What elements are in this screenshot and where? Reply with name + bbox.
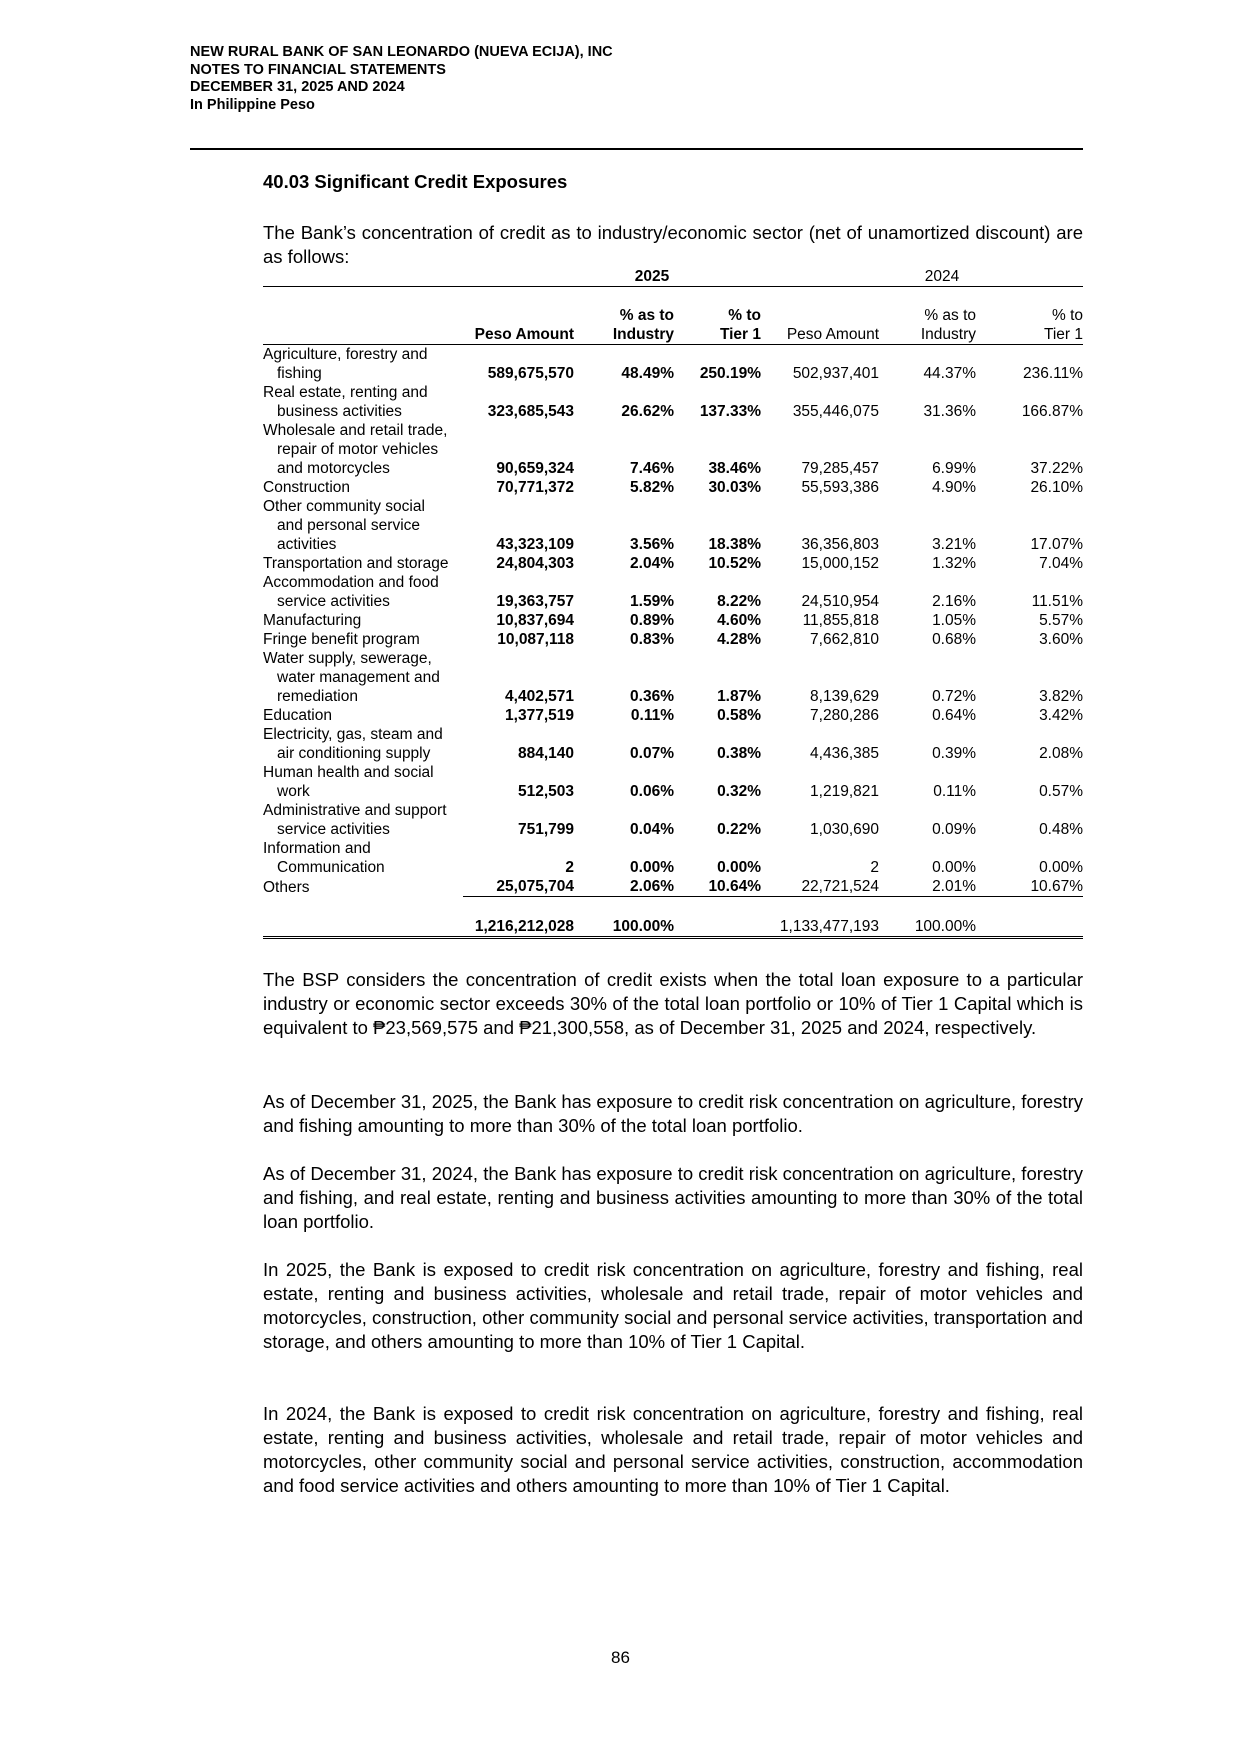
pct-tier1-2024: 0.57%: [1039, 783, 1084, 800]
pct-industry-2025: 0.11%: [630, 707, 674, 724]
pct-tier1-2025: 1.87%: [717, 688, 762, 705]
table-row: [263, 383, 1083, 421]
pct-tier1-2025: 0.58%: [717, 707, 762, 724]
year-2025-header: 2025: [463, 267, 761, 287]
industry-label-line: Wholesale and retail trade,: [263, 422, 448, 439]
industry-label-line: business activities: [277, 403, 402, 420]
industry-label-line: fishing: [277, 365, 322, 382]
year-2024-header: 2024: [761, 267, 1083, 287]
industry-label: [263, 725, 463, 763]
pct-tier1-2025: 0.00%: [717, 859, 762, 876]
peso-amount-2025: 43,323,109: [496, 536, 574, 553]
industry-label: [263, 839, 463, 877]
total-peso-2025: 1,216,212,028: [463, 917, 574, 938]
peso-amount-2025: 1,377,519: [505, 707, 574, 724]
peso-amount-2025: 10,837,694: [496, 612, 574, 629]
pct-tier1-2024: 166.87%: [1021, 403, 1084, 420]
peso-amount-2024: 7,662,810: [810, 631, 880, 648]
section-title: 40.03 Significant Credit Exposures: [263, 171, 568, 192]
pct-industry-2024: 0.64%: [932, 707, 977, 724]
pct-tier1-2025: 38.46%: [708, 460, 762, 477]
pct-industry-2024: 44.37%: [923, 365, 977, 382]
table-row: [263, 877, 1083, 897]
col-industry-2025-line1: % as to: [619, 307, 674, 324]
pct-tier1-2024: 10.67%: [976, 877, 1083, 897]
table-row: [263, 554, 1083, 573]
table-row: [263, 763, 1083, 801]
pct-industry-2024: 0.72%: [932, 688, 977, 705]
peso-amount-2024: 4,436,385: [810, 745, 880, 762]
pct-tier1-2024: 11.51%: [1031, 593, 1084, 610]
table-row: [263, 839, 1083, 877]
industry-label: [263, 383, 463, 421]
peso-amount-2024: 502,937,401: [792, 365, 880, 382]
industry-label-line: Fringe benefit program: [263, 631, 420, 648]
peso-amount-2025: 884,140: [517, 745, 574, 762]
peso-amount-2024: 55,593,386: [801, 479, 880, 496]
industry-label-line: Information and: [263, 840, 371, 857]
pct-tier1-2025: 10.52%: [708, 555, 762, 572]
peso-amount-2025: 90,659,324: [496, 460, 574, 477]
industry-label: [263, 497, 463, 554]
peso-amount-2024: 11,855,818: [802, 612, 880, 629]
industry-label: [263, 649, 463, 706]
pct-tier1-2025: 0.38%: [717, 745, 762, 762]
industry-label-line: Others: [263, 878, 310, 896]
pct-industry-2024: 1.32%: [932, 555, 977, 572]
pct-tier1-2025: 30.03%: [708, 479, 762, 496]
pct-industry-2025: 7.46%: [630, 460, 674, 477]
industry-label-line: Water supply, sewerage,: [263, 650, 432, 667]
industry-label: [263, 706, 463, 725]
industry-label-line: work: [277, 783, 310, 800]
industry-label-line: Manufacturing: [263, 612, 362, 629]
total-tier1-2025: [674, 917, 761, 938]
col-peso-amount-2025: Peso Amount: [474, 326, 574, 343]
col-peso-amount-2024: Peso Amount: [786, 326, 880, 343]
pct-tier1-2025: 0.32%: [717, 783, 762, 800]
col-tier1-2025-line1: % to: [728, 307, 762, 324]
industry-label-line: Communication: [277, 859, 385, 876]
industry-label-line: activities: [277, 536, 337, 553]
industry-label-line: Electricity, gas, steam and: [263, 726, 443, 743]
pct-industry-2024: 2.01%: [879, 877, 976, 897]
industry-label-line: remediation: [277, 688, 358, 705]
pct-tier1-2024: 26.10%: [1030, 479, 1084, 496]
header-company-name: NEW RURAL BANK OF SAN LEONARDO (NUEVA ECIJA), INC: [190, 44, 613, 60]
concentration-2025-paragraph: As of December 31, 2025, the Bank has exposure to credit risk concentration on agriculture, forestry and fishing amounting to more than 30% of the total loan portfolio.: [263, 1091, 1083, 1136]
pct-tier1-2024: 5.57%: [1039, 612, 1084, 629]
pct-industry-2025: 0.83%: [630, 631, 674, 648]
industry-label: [263, 763, 463, 801]
pct-tier1-2025: 4.60%: [717, 612, 762, 629]
header-notes-title: NOTES TO FINANCIAL STATEMENTS: [190, 61, 446, 78]
industry-label-line: Real estate, renting and: [263, 384, 428, 401]
pct-industry-2024: 4.90%: [932, 479, 977, 496]
pct-industry-2024: 3.21%: [932, 536, 977, 553]
peso-amount-2024: 1,219,821: [810, 783, 880, 800]
page-number: 86: [611, 1648, 630, 1667]
industry-label: [263, 630, 463, 649]
industry-label-line: and motorcycles: [277, 460, 390, 477]
pct-industry-2024: 2.16%: [932, 593, 977, 610]
pct-tier1-2024: 3.60%: [1039, 631, 1084, 648]
year-header-row: [263, 267, 1083, 287]
peso-amount-2025: 512,503: [517, 783, 574, 800]
total-row: [263, 917, 1083, 938]
industry-label-line: Education: [263, 707, 332, 724]
header-divider: [190, 148, 1083, 150]
industry-label: [263, 611, 463, 630]
credit-exposure-table-wrap: [263, 267, 1083, 939]
pct-industry-2024: 0.11%: [933, 783, 977, 800]
pct-industry-2025: 0.00%: [630, 859, 674, 876]
col-tier1-2024-line2: Tier 1: [1043, 326, 1084, 343]
pct-tier1-2024: 37.22%: [1030, 460, 1084, 477]
table-row: [263, 725, 1083, 763]
peso-amount-2025: 589,675,570: [487, 365, 574, 382]
total-industry-2025: 100.00%: [574, 917, 674, 938]
peso-amount-2025: 2: [565, 859, 574, 876]
pct-tier1-2025: 4.28%: [717, 631, 762, 648]
peso-amount-2024: 355,446,075: [792, 403, 880, 420]
peso-amount-2025: 10,087,118: [497, 631, 574, 648]
pct-tier1-2025: 0.22%: [717, 821, 762, 838]
pct-industry-2025: 1.59%: [630, 593, 674, 610]
peso-amount-2024: 79,285,457: [801, 460, 880, 477]
industry-label-line: service activities: [277, 593, 390, 610]
pct-tier1-2024: 2.08%: [1039, 745, 1084, 762]
industry-label-line: Administrative and support: [263, 802, 447, 819]
bsp-concentration-paragraph: The BSP considers the concentration of credit exists when the total loan exposure to a particular industry or economic sector exceeds 30% of the total loan portfolio or 10% of Tier 1 Capital which is equivalent to ₱23,569,575 and ₱21,300,558, as of December 31, 2025 and 2024, respectively.: [263, 969, 1083, 1038]
pct-tier1-2025: 8.22%: [717, 593, 762, 610]
pct-industry-2024: 0.39%: [932, 745, 977, 762]
col-tier1-2024-line1: % to: [1052, 307, 1084, 324]
pct-tier1-2025: 18.38%: [708, 536, 762, 553]
industry-label: [263, 877, 463, 897]
pct-industry-2024: 1.05%: [932, 612, 977, 629]
col-industry-2024-line1: % as to: [924, 307, 977, 324]
pct-industry-2025: 0.06%: [630, 783, 674, 800]
pct-tier1-2025: 10.64%: [674, 877, 761, 897]
industry-label-line: water management and: [277, 669, 440, 686]
industry-label: [263, 573, 463, 611]
peso-amount-2024: 36,356,803: [801, 536, 880, 553]
industry-label-line: Construction: [263, 479, 351, 496]
pct-industry-2025: 5.82%: [630, 479, 674, 496]
table-row: [263, 478, 1083, 497]
peso-amount-2025: 751,799: [517, 821, 574, 838]
concentration-2024-paragraph: As of December 31, 2024, the Bank has exposure to credit risk concentration on agriculture, forestry and fishing, and real estate, renting and business activities amounting to more than 30% of the total loan portfolio.: [263, 1163, 1083, 1232]
industry-label: [263, 345, 463, 384]
spacer-row: [263, 897, 1083, 917]
peso-amount-2024: 8,139,629: [810, 688, 880, 705]
intro-paragraph: The Bank’s concentration of credit as to industry/economic sector (net of unamortized discount) are as follows:: [263, 222, 1083, 267]
industry-label: [263, 421, 463, 478]
pct-industry-2025: 0.04%: [630, 821, 674, 838]
credit-exposure-table: [263, 267, 1083, 939]
peso-amount-2024: 2: [870, 859, 880, 876]
pct-industry-2025: 0.07%: [630, 745, 674, 762]
industry-label-line: Transportation and storage: [263, 555, 449, 572]
col-industry-2024-line2: Industry: [920, 326, 977, 343]
peso-amount-2024: 24,510,954: [801, 593, 880, 610]
table-row: [263, 630, 1083, 649]
table-row: [263, 649, 1083, 706]
pct-tier1-2025: 137.33%: [699, 403, 762, 420]
header-period: DECEMBER 31, 2025 AND 2024: [190, 79, 405, 95]
industry-label: [263, 801, 463, 839]
pct-tier1-2025: 250.19%: [699, 365, 762, 382]
total-tier1-2024: [976, 917, 1083, 938]
document-header: [190, 44, 613, 114]
table-row: [263, 345, 1083, 384]
industry-label-line: air conditioning supply: [277, 745, 431, 762]
peso-amount-2025: 4,402,571: [505, 688, 574, 705]
table-row: [263, 706, 1083, 725]
pct-industry-2025: 2.04%: [630, 555, 674, 572]
tier1-2024-paragraph: In 2024, the Bank is exposed to credit risk concentration on agriculture, forestry and fishing, real estate, renting and business activities, wholesale and retail trade, repair of motor vehicles and motorcycles, other community social and personal service activities, construction, accommodation and food service activities and others amounting to more than 10% of Tier 1 Capital.: [263, 1403, 1083, 1496]
table-row: [263, 611, 1083, 630]
industry-label: [263, 554, 463, 573]
pct-industry-2024: 0.00%: [932, 859, 977, 876]
col-tier1-2025-line2: Tier 1: [719, 326, 762, 343]
industry-label: [263, 478, 463, 497]
pct-industry-2025: 48.49%: [621, 365, 674, 382]
peso-amount-2024: 1,030,690: [810, 821, 880, 838]
peso-amount-2025: 70,771,372: [496, 479, 574, 496]
table-row: [263, 573, 1083, 611]
pct-industry-2025: 0.89%: [630, 612, 674, 629]
peso-amount-2024: 15,000,152: [801, 555, 880, 572]
pct-industry-2024: 0.09%: [932, 821, 977, 838]
industry-label-line: repair of motor vehicles: [277, 441, 439, 458]
pct-industry-2024: 6.99%: [932, 460, 977, 477]
peso-amount-2024: 22,721,524: [761, 877, 879, 897]
industry-label-line: and personal service: [277, 517, 421, 534]
pct-tier1-2024: 0.48%: [1039, 821, 1084, 838]
pct-industry-2024: 31.36%: [923, 403, 977, 420]
pct-industry-2025: 2.06%: [574, 877, 674, 897]
peso-amount-2025: 323,685,543: [487, 403, 574, 420]
pct-tier1-2024: 3.42%: [1039, 707, 1084, 724]
col-industry-2025-line2: Industry: [612, 326, 674, 343]
total-label: [263, 917, 463, 938]
industry-label-line: service activities: [277, 821, 390, 838]
pct-industry-2024: 0.68%: [932, 631, 977, 648]
peso-amount-2024: 7,280,286: [810, 707, 880, 724]
table-row: [263, 421, 1083, 478]
total-industry-2024: 100.00%: [879, 917, 976, 938]
pct-industry-2025: 0.36%: [630, 688, 674, 705]
industry-label-line: Other community social: [263, 498, 425, 515]
pct-tier1-2024: 0.00%: [1039, 859, 1084, 876]
peso-amount-2025: 19,363,757: [496, 593, 574, 610]
pct-industry-2025: 3.56%: [630, 536, 674, 553]
table-row: [263, 497, 1083, 554]
total-peso-2024: 1,133,477,193: [761, 917, 879, 938]
column-header-row: [263, 287, 1083, 345]
pct-tier1-2024: 7.04%: [1039, 555, 1084, 572]
pct-tier1-2024: 17.07%: [1030, 536, 1084, 553]
industry-label-line: Agriculture, forestry and: [263, 346, 428, 363]
pct-tier1-2024: 236.11%: [1022, 365, 1084, 382]
header-currency: In Philippine Peso: [190, 96, 315, 113]
industry-label-line: Accommodation and food: [263, 574, 439, 591]
pct-industry-2025: 26.62%: [621, 403, 674, 420]
peso-amount-2025: 25,075,704: [463, 877, 574, 897]
table-row: [263, 801, 1083, 839]
tier1-2025-paragraph: In 2025, the Bank is exposed to credit risk concentration on agriculture, forestry and fishing, real estate, renting and business activities, wholesale and retail trade, repair of motor vehicles and motorcycles, construction, other community social and personal service activities, transportation and storage, and others amounting to more than 10% of Tier 1 Capital.: [263, 1259, 1083, 1352]
peso-amount-2025: 24,804,303: [496, 555, 574, 572]
industry-label-line: Human health and social: [263, 764, 434, 781]
pct-tier1-2024: 3.82%: [1039, 688, 1084, 705]
